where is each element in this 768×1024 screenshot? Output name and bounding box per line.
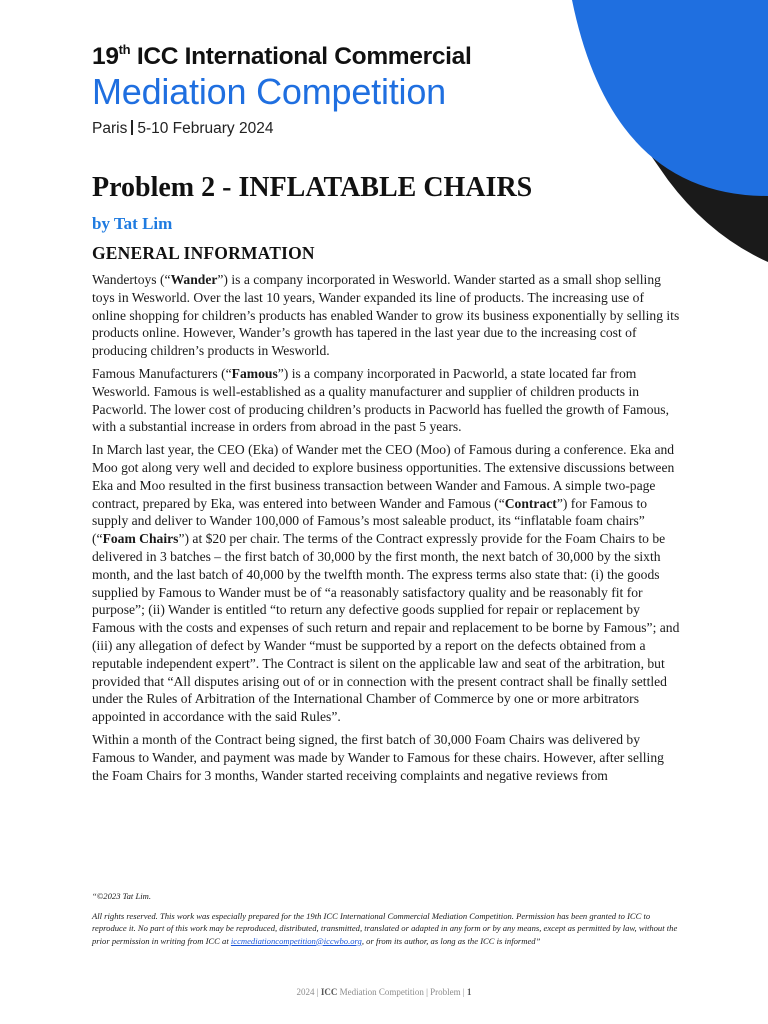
page-number: 1 <box>466 987 472 997</box>
competition-place-dates: Paris 5-10 February 2024 <box>92 120 274 137</box>
competition-title-line2: Mediation Competition <box>92 71 446 112</box>
defined-term: Contract <box>504 495 557 511</box>
footnote-block <box>92 891 678 947</box>
corner-dark-arc <box>640 140 768 262</box>
competition-header <box>92 42 562 138</box>
body-paragraph <box>92 731 680 784</box>
rights-notice: All rights reserved. This work was especially prepared for the 19th ICC International Commercial Mediation Competition. Permission has been granted to ICC to reproduce it. No part of this work may be reproduced, distributed, transmitted, translated or adapted in any form or by any means, except as permitted by law, without the prior permission in writing from ICC at iccmediationcompetition@iccwbo.org, or from its author, as long as the ICC is informed” <box>92 911 678 946</box>
section-heading: GENERAL INFORMATION <box>92 243 315 263</box>
body-text <box>92 271 680 789</box>
contact-email-link[interactable]: iccmediationcompetition@iccwbo.org <box>230 935 362 946</box>
body-paragraph <box>92 365 680 436</box>
page-footer: 2024 | ICC Mediation Competition | Problem | 1 <box>296 987 472 997</box>
body-paragraph <box>92 271 680 360</box>
defined-term: Wander <box>170 272 218 287</box>
competition-title-line1: 19th ICC International Commercial <box>92 42 472 70</box>
defined-term: Foam Chairs <box>102 531 179 547</box>
paragraph-text: Wandertoys (“ <box>92 272 171 287</box>
paragraph-text: ”) for Famous to supply and deliver to Wander 100,000 of Famous’s most saleable product, its “inflatable foam chairs” (“ <box>92 495 648 547</box>
paragraph-text: ”) is a company incorporated in Pacworld, a state located far from Wesworld. Famous is well-established as a quality manufacturer and supplier of children products in Pacworld. The lower cost of producing children’s products in Pacworld has fuelled the growth of Famous, with a substantial increase in orders from abroad in the past 5 years. <box>92 365 669 435</box>
copyright-notice: “©2023 Tat Lim. <box>92 891 151 901</box>
paragraph-text: In March last year, the CEO (Eka) of Wander met the CEO (Moo) of Famous during a conference. Eka and Moo got along very well and decided to explore business opportunities. The extensive discussions between Eka and Moo resulted in the first business transaction between Wander and Famous. A simple two-page contract, prepared by Eka, was entered into between Wander and Famous (“ <box>92 442 675 511</box>
problem-title: Problem 2 - INFLATABLE CHAIRS <box>92 172 533 203</box>
paragraph-text: Within a month of the Contract being signed, the first batch of 30,000 Foam Chairs was delivered by Famous to Wander, and payment was made by Wander to Famous for these chairs. However, after selling the Foam Chairs for 3 months, Wander started receiving complaints and negative reviews from <box>92 731 664 783</box>
paragraph-text: ”) at $20 per chair. The terms of the Contract expressly provide for the Foam Chairs to be delivered in 3 batches – the first batch of 30,000 by the first month, the next batch of 30,000 by the sixth month, and the last batch of 40,000 by the twelfth month. The express terms also state that: (i) the goods supplied by Famous to Wander must be of “a reasonably satisfactory quality and be reasonably fit for purpose”; (ii) Wander is entitled “to return any defective goods supplied for repair or replacement by Famous with the costs and expenses of such return and repair and replacement to be borne by Famous”; and (iii) any allegation of defect by Wander “must be supported by a report on the defects obtained from a reputable independent expert”. The Contract is silent on the applicable law and seat of the arbitration, but provided that “All disputes arising out of or in connection with the present contract shall be finally settled under the Rules of Arbitration of the International Chamber of Commerce by one or more arbitrators appointed in accordance with the said Rules”. <box>92 531 680 725</box>
paragraph-text: ”) is a company incorporated in Wesworld. Wander started as a small shop selling toys in Wesworld. Over the last 10 years, Wander expanded its line of products. The increasing use of online shopping for children’s products has enabled Wander to grow its business exponentially by selling its products online. However, Wander’s growth has tapered in the last year due to the increasing cost of producing children’s products in Wesworld. <box>92 272 680 359</box>
author-byline: by Tat Lim <box>92 214 173 233</box>
body-paragraph <box>92 441 680 726</box>
paragraph-text: Famous Manufacturers (“ <box>92 365 232 381</box>
place-date-separator <box>131 120 133 135</box>
corner-blue-shape <box>572 0 768 196</box>
defined-term: Famous <box>231 365 278 381</box>
